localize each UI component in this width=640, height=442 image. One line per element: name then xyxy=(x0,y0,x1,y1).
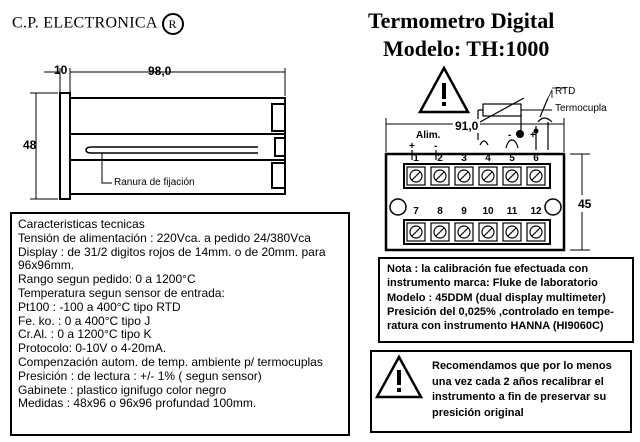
terminal-number: 3 xyxy=(461,153,467,164)
alim-label: Alim. xyxy=(416,130,441,141)
recommendation-text xyxy=(432,359,627,421)
spec-line: Cr.Al. : 0 a 1200°C tipo K xyxy=(18,327,152,342)
note-line: instrumento marca: Fluke de laboratorio xyxy=(387,277,598,290)
rtd-label: RTD xyxy=(555,86,576,97)
sensor-plus: + xyxy=(530,130,536,141)
terminal-number: 11 xyxy=(506,206,518,217)
spec-line: Rango segun pedido: 0 a 1200°C xyxy=(18,272,196,287)
note-line: Modelo : 45DDM (dual display multimeter) xyxy=(387,291,606,304)
terminal-number: 6 xyxy=(533,153,539,164)
dim-front-label: 10 xyxy=(54,63,68,77)
mounting-hole-right xyxy=(545,199,561,215)
spec-line: Medidas : 48x96 o 96x96 profundad 100mm. xyxy=(18,396,257,411)
top-screws xyxy=(407,167,545,185)
spec-line: Fe. ko. : 0 a 400°C tipo J xyxy=(18,313,151,328)
specs-panel xyxy=(10,212,350,436)
spec-line: Protocolo: 0-10V o 4-20mA. xyxy=(18,341,167,356)
device-front-bezel xyxy=(60,93,70,199)
terminal-number: 4 xyxy=(485,153,491,164)
recommendation-line: presición original xyxy=(432,406,524,419)
spec-line: Tensión de alimentación : 220Vca. a pedido 24/380Vca xyxy=(18,230,311,245)
dim-height-terminal-label: 45 xyxy=(578,197,592,211)
terminal-number: 2 xyxy=(437,153,443,164)
registered-mark-icon: R xyxy=(162,13,184,35)
spec-line: Pt100 : -100 a 400°C tipo RTD xyxy=(18,299,181,314)
spec-line: Gabinete : plastico ignifugo color negro xyxy=(18,382,227,397)
model-title: Modelo: TH:1000 xyxy=(383,36,550,61)
terminal-number: 1 xyxy=(413,153,419,164)
dim-width-label: 91,0 xyxy=(455,119,479,133)
top-terminal-strip xyxy=(404,164,550,188)
recommendation-line: una vez cada 2 años recalibrar el xyxy=(432,375,604,388)
note-list xyxy=(387,262,625,333)
spec-line: Temperatura segun sensor de entrada: xyxy=(18,285,225,300)
fixing-slot xyxy=(86,147,258,153)
note-line: ratura con instrumento HANNA (HI9060C) xyxy=(387,320,604,333)
alim-plus: + xyxy=(409,141,415,152)
thermocouple-label: Termocupla xyxy=(555,103,607,114)
specs-list xyxy=(18,232,342,411)
terminal-number: 7 xyxy=(413,206,419,217)
bottom-screws xyxy=(407,223,545,241)
alim-minus: - xyxy=(434,141,438,152)
terminal-number: 9 xyxy=(461,206,467,217)
recommendation-line: instrumento a fin de preservar su xyxy=(432,391,607,404)
spec-line: Presición : de lectura : +/- 1% ( segun sensor) xyxy=(18,368,262,383)
note-line: Presición del 0,025% ,controlado en tempe- xyxy=(387,305,614,318)
sensor-minus: - xyxy=(508,130,512,141)
spec-line: 96x96mm. xyxy=(18,258,75,273)
spec-line: Display : de 31/2 digitos rojos de 14mm. o de 20mm. para xyxy=(18,244,326,259)
calibration-note xyxy=(378,257,634,343)
dim-height-label: 48 xyxy=(23,138,37,152)
bottom-terminal-strip xyxy=(404,220,550,244)
specs-heading: Caracteristicas tecnicas xyxy=(18,217,145,231)
note-line: Nota : la calibración fue efectuada con xyxy=(387,263,589,275)
terminal-number: 12 xyxy=(530,206,542,217)
spec-line: Compenzación autom. de temp. ambiente p/ termocuplas xyxy=(18,354,323,369)
dim-length-label: 98,0 xyxy=(148,64,172,78)
brand-text: C.P. ELECTRONICA xyxy=(12,14,158,32)
terminal-number: 10 xyxy=(482,206,494,217)
terminal-number: 8 xyxy=(437,206,443,217)
recommendation-line: Recomendamos que por lo menos xyxy=(432,360,612,372)
page-title: Termometro Digital xyxy=(368,8,555,33)
mounting-hole-left xyxy=(390,199,406,215)
terminal-number: 5 xyxy=(509,153,515,164)
slot-label: Ranura de fijación xyxy=(114,177,195,188)
